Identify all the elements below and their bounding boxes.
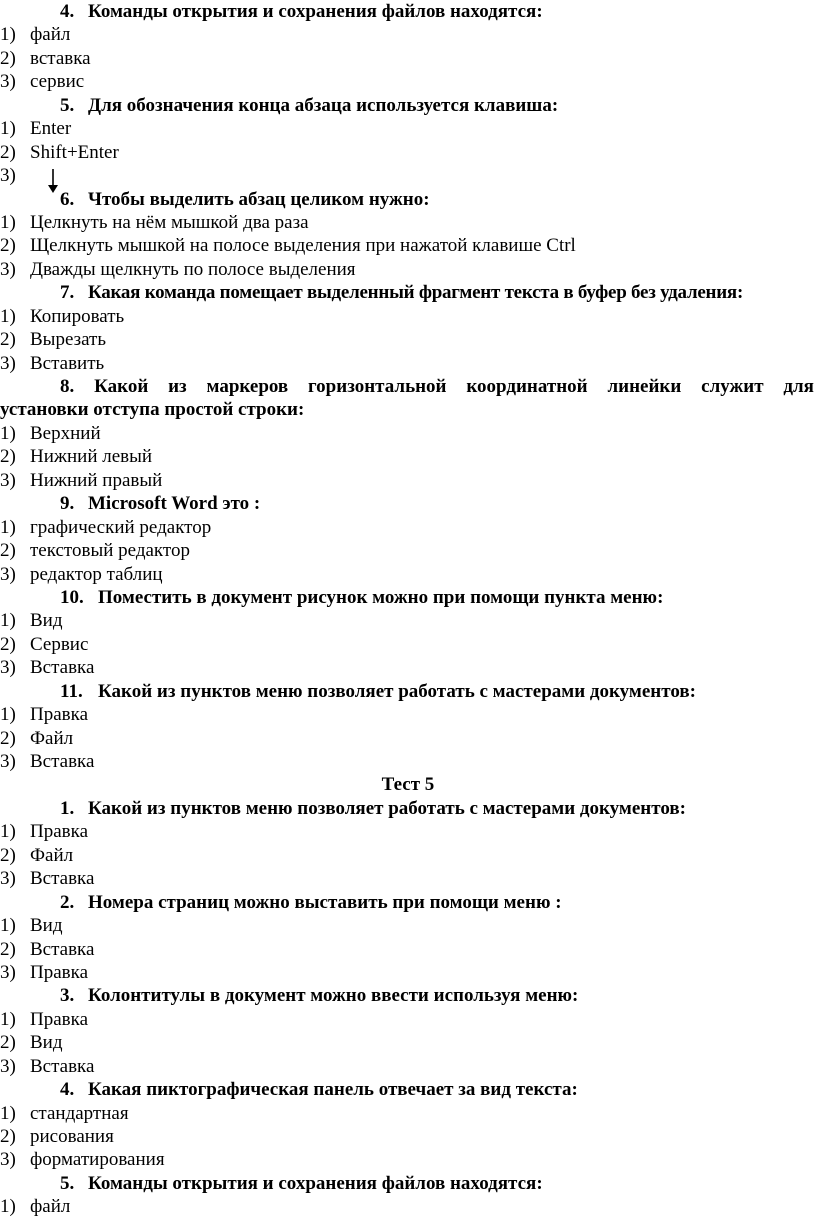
answer-option <box>0 211 816 234</box>
option-number: 1) <box>0 1008 16 1030</box>
question-word: маркеров <box>206 376 289 397</box>
question-word: линейки <box>607 376 682 397</box>
option-text: Вставка <box>30 1055 95 1077</box>
option-text: Вырезать <box>30 329 107 351</box>
question-number: 2. <box>60 891 75 913</box>
answer-option <box>0 23 816 46</box>
question-number: 10. <box>60 586 84 608</box>
option-text: Правка <box>30 961 89 983</box>
option-number: 3) <box>0 469 16 491</box>
question-text: Для обозначения конца абзаца используется клавиша: <box>88 94 559 116</box>
option-number: 3) <box>0 657 16 679</box>
answer-option <box>0 445 816 468</box>
option-number: 1) <box>0 516 16 538</box>
option-number: 2) <box>0 844 16 866</box>
option-text: Вставка <box>30 868 95 890</box>
question-text: Какая пиктографическая панель отвечает за вид текста: <box>88 1079 578 1101</box>
option-text: Shift+Enter <box>30 141 119 163</box>
answer-option <box>0 867 816 890</box>
option-text: Дважды щелкнуть по полосе выделения <box>30 258 356 280</box>
question-text-justified <box>60 375 814 398</box>
question-word: из <box>168 376 187 397</box>
option-number: 2) <box>0 938 16 960</box>
option-number: 3) <box>0 165 16 187</box>
option-number: 1) <box>0 211 16 233</box>
answer-option <box>0 961 816 984</box>
question-heading <box>0 891 816 914</box>
answer-option <box>0 563 816 586</box>
option-text: файл <box>30 24 71 46</box>
option-number: 2) <box>0 235 16 257</box>
answer-option <box>0 914 816 937</box>
question-word: Какой <box>94 376 149 397</box>
option-text: Вид <box>30 1032 63 1054</box>
option-number: 2) <box>0 633 16 655</box>
option-text: Вставка <box>30 751 95 772</box>
answer-option <box>0 469 816 492</box>
option-text: Правка <box>30 821 89 843</box>
question-heading <box>0 797 816 820</box>
answer-option <box>0 633 816 656</box>
option-number: 3) <box>0 961 16 983</box>
answer-option <box>0 422 816 445</box>
option-text: Файл <box>30 727 74 749</box>
question-text: Какой из пунктов меню позволяет работать с мастерами документов: <box>98 680 696 702</box>
answer-option <box>0 305 816 328</box>
option-number: 2) <box>0 1032 16 1054</box>
question-number: 5. <box>60 1172 75 1194</box>
answer-option <box>0 703 816 726</box>
question-heading <box>0 188 816 211</box>
answer-option <box>0 1125 816 1148</box>
question-number: 5. <box>60 94 75 116</box>
option-number: 3) <box>0 1055 16 1077</box>
answer-option <box>0 1195 816 1218</box>
question-number: 11. <box>60 680 83 702</box>
answer-option <box>0 328 816 351</box>
answer-option <box>0 938 816 961</box>
question-text: Microsoft Word это : <box>88 493 261 515</box>
option-number: 1) <box>0 422 16 444</box>
option-text: Правка <box>30 1008 89 1030</box>
answer-option <box>0 1102 816 1125</box>
option-number: 1) <box>0 1196 16 1218</box>
question-heading <box>0 492 816 515</box>
option-number: 1) <box>0 305 16 327</box>
option-text: редактор таблиц <box>30 563 163 585</box>
question-heading <box>0 984 816 1007</box>
answer-option <box>0 352 816 375</box>
option-text: рисования <box>30 1126 114 1147</box>
option-text: вставка <box>30 47 91 69</box>
answer-option <box>0 1008 816 1031</box>
option-text: графический редактор <box>30 516 212 538</box>
answer-option <box>0 750 816 773</box>
option-number: 2) <box>0 1126 16 1147</box>
question-text: Поместить в документ рисунок можно при помощи пункта меню: <box>98 586 664 608</box>
question-text: установки отступа простой строки: <box>0 399 305 421</box>
answer-option <box>0 1055 816 1078</box>
option-number: 2) <box>0 141 16 163</box>
option-number: 3) <box>0 258 16 280</box>
answer-option <box>0 234 816 257</box>
option-text: текстовый редактор <box>30 540 190 562</box>
question-text: Какой из пунктов меню позволяет работать с мастерами документов: <box>88 797 686 819</box>
question-text: Какая команда помещает выделенный фрагмент текста в буфер без удаления: <box>88 282 744 304</box>
question-text-continued <box>0 398 816 421</box>
option-number: 1) <box>0 610 16 632</box>
answer-option <box>0 1031 816 1054</box>
option-text: Сервис <box>30 633 89 655</box>
option-text: Enter <box>30 118 72 140</box>
question-heading <box>0 94 816 117</box>
question-heading <box>0 0 816 23</box>
answer-option <box>0 539 816 562</box>
question-text: Чтобы выделить абзац целиком нужно: <box>88 188 430 210</box>
option-number: 3) <box>0 751 16 772</box>
answer-option <box>0 656 816 679</box>
question-heading <box>0 680 816 703</box>
option-number: 1) <box>0 1102 16 1124</box>
option-number: 3) <box>0 1149 16 1171</box>
answer-option <box>0 141 816 164</box>
question-text: Команды открытия и сохранения файлов находятся: <box>88 1172 543 1194</box>
option-number: 1) <box>0 915 16 937</box>
down-arrow-icon <box>43 168 63 194</box>
option-text: сервис <box>30 71 85 93</box>
question-number: 1. <box>60 797 75 819</box>
option-text: стандартная <box>30 1102 129 1124</box>
option-number: 3) <box>0 563 16 585</box>
question-text: Команды открытия и сохранения файлов находятся: <box>88 1 543 22</box>
option-text: Вид <box>30 915 63 937</box>
option-number: 1) <box>0 704 16 726</box>
question-number: 4. <box>60 1079 75 1101</box>
answer-option <box>0 1148 816 1171</box>
question-text: Колонтитулы в документ можно ввести используя меню: <box>88 985 579 1007</box>
answer-option <box>0 727 816 750</box>
option-text: Файл <box>30 844 74 866</box>
answer-option <box>0 609 816 632</box>
question-word: служит <box>701 376 764 397</box>
question-number: 9. <box>60 493 75 515</box>
question-heading <box>0 375 816 398</box>
answer-option <box>0 117 816 140</box>
question-word: горизонтальной <box>308 376 447 397</box>
question-number: 6. <box>60 188 75 210</box>
answer-option <box>0 844 816 867</box>
option-text: Вставка <box>30 657 95 679</box>
option-text: Копировать <box>30 305 125 327</box>
answer-option <box>0 820 816 843</box>
question-heading <box>0 586 816 609</box>
answer-option <box>0 164 816 187</box>
option-text: Нижний левый <box>30 446 153 468</box>
section-title: Тест 5 <box>381 774 435 796</box>
option-text: файл <box>30 1196 71 1218</box>
option-text: Правка <box>30 704 89 726</box>
question-heading <box>0 1172 816 1195</box>
option-number: 2) <box>0 47 16 69</box>
option-number: 1) <box>0 118 16 140</box>
option-text: Вставить <box>30 352 105 374</box>
question-number: 7. <box>60 282 75 304</box>
option-number: 3) <box>0 868 16 890</box>
question-heading <box>0 281 816 304</box>
option-number: 1) <box>0 821 16 843</box>
answer-option <box>0 516 816 539</box>
option-text: Вставка <box>30 938 95 960</box>
answer-option <box>0 258 816 281</box>
option-number: 3) <box>0 71 16 93</box>
answer-option <box>0 47 816 70</box>
option-text: форматирования <box>30 1149 165 1171</box>
option-number: 2) <box>0 329 16 351</box>
option-number: 2) <box>0 540 16 562</box>
question-word: координатной <box>466 376 588 397</box>
question-text: Номера страниц можно выставить при помощи меню : <box>88 891 562 913</box>
option-number: 3) <box>0 352 16 374</box>
question-number: 4. <box>60 1 75 22</box>
option-number: 1) <box>0 24 16 46</box>
answer-option <box>0 70 816 93</box>
question-heading <box>0 1078 816 1101</box>
option-text: Щелкнуть мышкой на полосе выделения при нажатой клавише Ctrl <box>30 235 576 257</box>
question-number: 3. <box>60 985 75 1007</box>
option-number: 2) <box>0 446 16 468</box>
question-word: для <box>783 376 814 397</box>
option-text: Вид <box>30 610 63 632</box>
option-text: Целкнуть на нём мышкой два раза <box>30 211 309 233</box>
question-number: 8. <box>60 376 75 397</box>
option-number: 2) <box>0 727 16 749</box>
option-text: Верхний <box>30 422 101 444</box>
option-text: Нижний правый <box>30 469 163 491</box>
